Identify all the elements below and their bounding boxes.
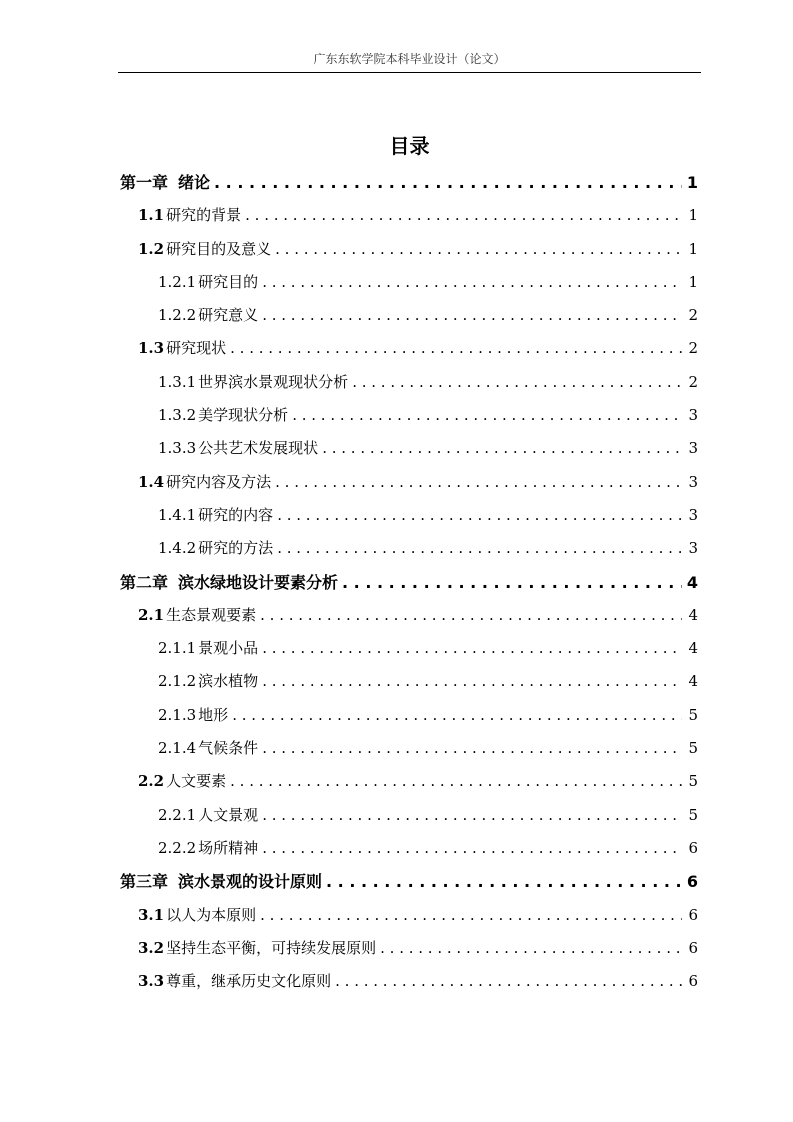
toc-entry-number: 1.3.2 <box>158 406 197 425</box>
table-of-contents <box>118 166 698 998</box>
toc-entry[interactable] <box>118 665 698 698</box>
toc-entry-page: 3 <box>688 439 698 458</box>
toc-entry-number: 第三章 <box>120 872 169 892</box>
toc-entry-text: 尊重，继承历史文化原则 <box>166 972 332 991</box>
toc-entry-number: 3.1 <box>138 905 165 924</box>
toc-entry-page: 1 <box>688 206 698 225</box>
toc-entry-number: 2.1.3 <box>158 705 197 724</box>
toc-entry-number: 2.1.1 <box>158 639 197 658</box>
toc-entry-number: 2.2.1 <box>158 805 197 824</box>
dot-leader <box>230 765 682 798</box>
toc-entry-text: 气候条件 <box>198 739 259 758</box>
toc-entry-page: 4 <box>688 639 698 658</box>
toc-entry-number: 1.4.2 <box>158 539 197 558</box>
toc-entry-page: 4 <box>686 572 698 592</box>
dot-leader <box>260 899 682 932</box>
toc-entry-text: 场所精神 <box>198 838 259 857</box>
toc-entry-number: 1.3.3 <box>158 439 197 458</box>
spacer <box>170 865 178 898</box>
toc-entry-number: 1.4.1 <box>158 505 197 524</box>
dot-leader <box>352 366 682 399</box>
toc-entry-page: 6 <box>688 838 698 857</box>
toc-entry-page: 5 <box>688 739 698 758</box>
dot-leader <box>262 732 682 765</box>
toc-entry[interactable] <box>118 832 698 865</box>
toc-entry-text: 研究的背景 <box>166 206 242 225</box>
toc-entry-text: 研究现状 <box>166 339 227 358</box>
toc-entry-number: 1.2 <box>138 239 165 258</box>
toc-entry[interactable] <box>118 432 698 465</box>
toc-entry-page: 3 <box>688 406 698 425</box>
toc-entry-number: 1.3 <box>138 339 165 358</box>
toc-entry-page: 5 <box>688 805 698 824</box>
toc-entry-page: 5 <box>688 772 698 791</box>
dot-leader <box>335 965 682 998</box>
dot-leader <box>260 599 682 632</box>
dot-leader <box>262 832 682 865</box>
toc-entry-number: 1.3.1 <box>158 372 197 391</box>
toc-entry-page: 1 <box>688 239 698 258</box>
toc-title: 目录 <box>389 134 430 158</box>
spacer <box>170 566 178 599</box>
toc-entry-page: 4 <box>688 605 698 624</box>
toc-entry-number: 第一章 <box>120 173 169 192</box>
dot-leader <box>380 932 682 965</box>
dot-leader <box>292 399 682 432</box>
toc-entry-page: 1 <box>688 272 698 291</box>
toc-entry-page: 1 <box>686 173 698 192</box>
dot-leader <box>277 499 682 532</box>
dot-leader <box>262 665 682 698</box>
toc-entry-text: 人文要素 <box>166 772 227 791</box>
dot-leader <box>230 332 682 365</box>
toc-entry-page: 2 <box>688 372 698 391</box>
toc-entry[interactable] <box>118 366 698 399</box>
toc-entry[interactable] <box>118 399 698 432</box>
dot-leader <box>232 699 682 732</box>
toc-entry-text: 研究目的 <box>198 272 259 291</box>
toc-entry-text: 研究内容及方法 <box>166 472 272 491</box>
toc-entry-number: 2.2.2 <box>158 838 197 857</box>
toc-entry[interactable] <box>118 799 698 832</box>
dot-leader <box>214 166 682 199</box>
spacer <box>170 166 178 199</box>
toc-entry[interactable] <box>118 332 698 365</box>
toc-entry-text: 研究目的及意义 <box>166 239 272 258</box>
dot-leader <box>326 865 682 898</box>
toc-entry-text: 公共艺术发展现状 <box>198 439 319 458</box>
toc-entry-number: 1.2.2 <box>158 306 197 325</box>
running-header: 广东东软学院本科毕业设计（论文） <box>313 52 506 66</box>
toc-entry-text: 坚持生态平衡，可持续发展原则 <box>166 938 377 957</box>
dot-leader <box>275 233 682 266</box>
toc-entry-number: 2.1.2 <box>158 672 197 691</box>
dot-leader <box>277 532 682 565</box>
toc-entry[interactable] <box>118 266 698 299</box>
dot-leader <box>342 566 682 599</box>
toc-entry[interactable] <box>118 632 698 665</box>
toc-entry-page: 5 <box>688 705 698 724</box>
toc-entry[interactable] <box>118 732 698 765</box>
toc-entry[interactable] <box>118 932 698 965</box>
toc-entry-page: 6 <box>688 905 698 924</box>
toc-entry-text: 人文景观 <box>198 805 259 824</box>
toc-entry[interactable] <box>118 499 698 532</box>
toc-entry[interactable] <box>118 599 698 632</box>
toc-entry-number: 3.2 <box>138 938 165 957</box>
toc-entry[interactable] <box>118 699 698 732</box>
toc-entry[interactable] <box>118 199 698 232</box>
toc-entry-page: 3 <box>688 472 698 491</box>
toc-entry[interactable] <box>118 299 698 332</box>
toc-entry-number: 1.4 <box>138 472 165 491</box>
toc-entry[interactable] <box>118 466 698 499</box>
toc-entry-text: 景观小品 <box>198 639 259 658</box>
toc-entry[interactable] <box>118 166 698 199</box>
toc-entry-page: 3 <box>688 505 698 524</box>
dot-leader <box>262 632 682 665</box>
toc-entry-text: 研究的内容 <box>198 505 274 524</box>
toc-entry-page: 2 <box>688 339 698 358</box>
toc-entry[interactable] <box>118 765 698 798</box>
toc-entry-number: 1.2.1 <box>158 272 197 291</box>
toc-entry-text: 地形 <box>198 705 229 724</box>
toc-entry-number: 2.2 <box>138 772 165 791</box>
toc-entry-number: 第二章 <box>120 572 169 592</box>
toc-entry-text: 滨水景观的设计原则 <box>178 872 323 892</box>
toc-entry-number: 2.1.4 <box>158 739 197 758</box>
dot-leader <box>262 799 682 832</box>
toc-entry[interactable] <box>118 865 698 898</box>
dot-leader <box>275 466 682 499</box>
toc-entry-page: 2 <box>688 306 698 325</box>
toc-entry-text: 研究意义 <box>198 306 259 325</box>
toc-entry-number: 2.1 <box>138 605 165 624</box>
toc-entry-number: 3.3 <box>138 972 165 991</box>
toc-entry-text: 以人为本原则 <box>166 905 257 924</box>
toc-entry-text: 世界滨水景观现状分析 <box>198 372 349 391</box>
toc-entry-text: 美学现状分析 <box>198 406 289 425</box>
toc-entry[interactable] <box>118 233 698 266</box>
dot-leader <box>322 432 682 465</box>
toc-entry[interactable] <box>118 532 698 565</box>
toc-entry-text: 研究的方法 <box>198 539 274 558</box>
toc-entry[interactable] <box>118 899 698 932</box>
toc-entry-page: 6 <box>686 872 698 892</box>
toc-entry-page: 3 <box>688 539 698 558</box>
toc-entry-page: 4 <box>688 672 698 691</box>
toc-entry-text: 滨水植物 <box>198 672 259 691</box>
toc-entry-text: 绪论 <box>178 173 211 192</box>
toc-entry-number: 1.1 <box>138 206 165 225</box>
toc-entry-text: 生态景观要素 <box>166 605 257 624</box>
header-rule <box>118 72 701 73</box>
toc-entry-page: 6 <box>688 972 698 991</box>
toc-entry-text: 滨水绿地设计要素分析 <box>178 572 339 592</box>
toc-entry[interactable] <box>118 965 698 998</box>
toc-entry[interactable] <box>118 566 698 599</box>
dot-leader <box>262 266 682 299</box>
toc-entry-page: 6 <box>688 938 698 957</box>
dot-leader <box>245 199 682 232</box>
dot-leader <box>262 299 682 332</box>
